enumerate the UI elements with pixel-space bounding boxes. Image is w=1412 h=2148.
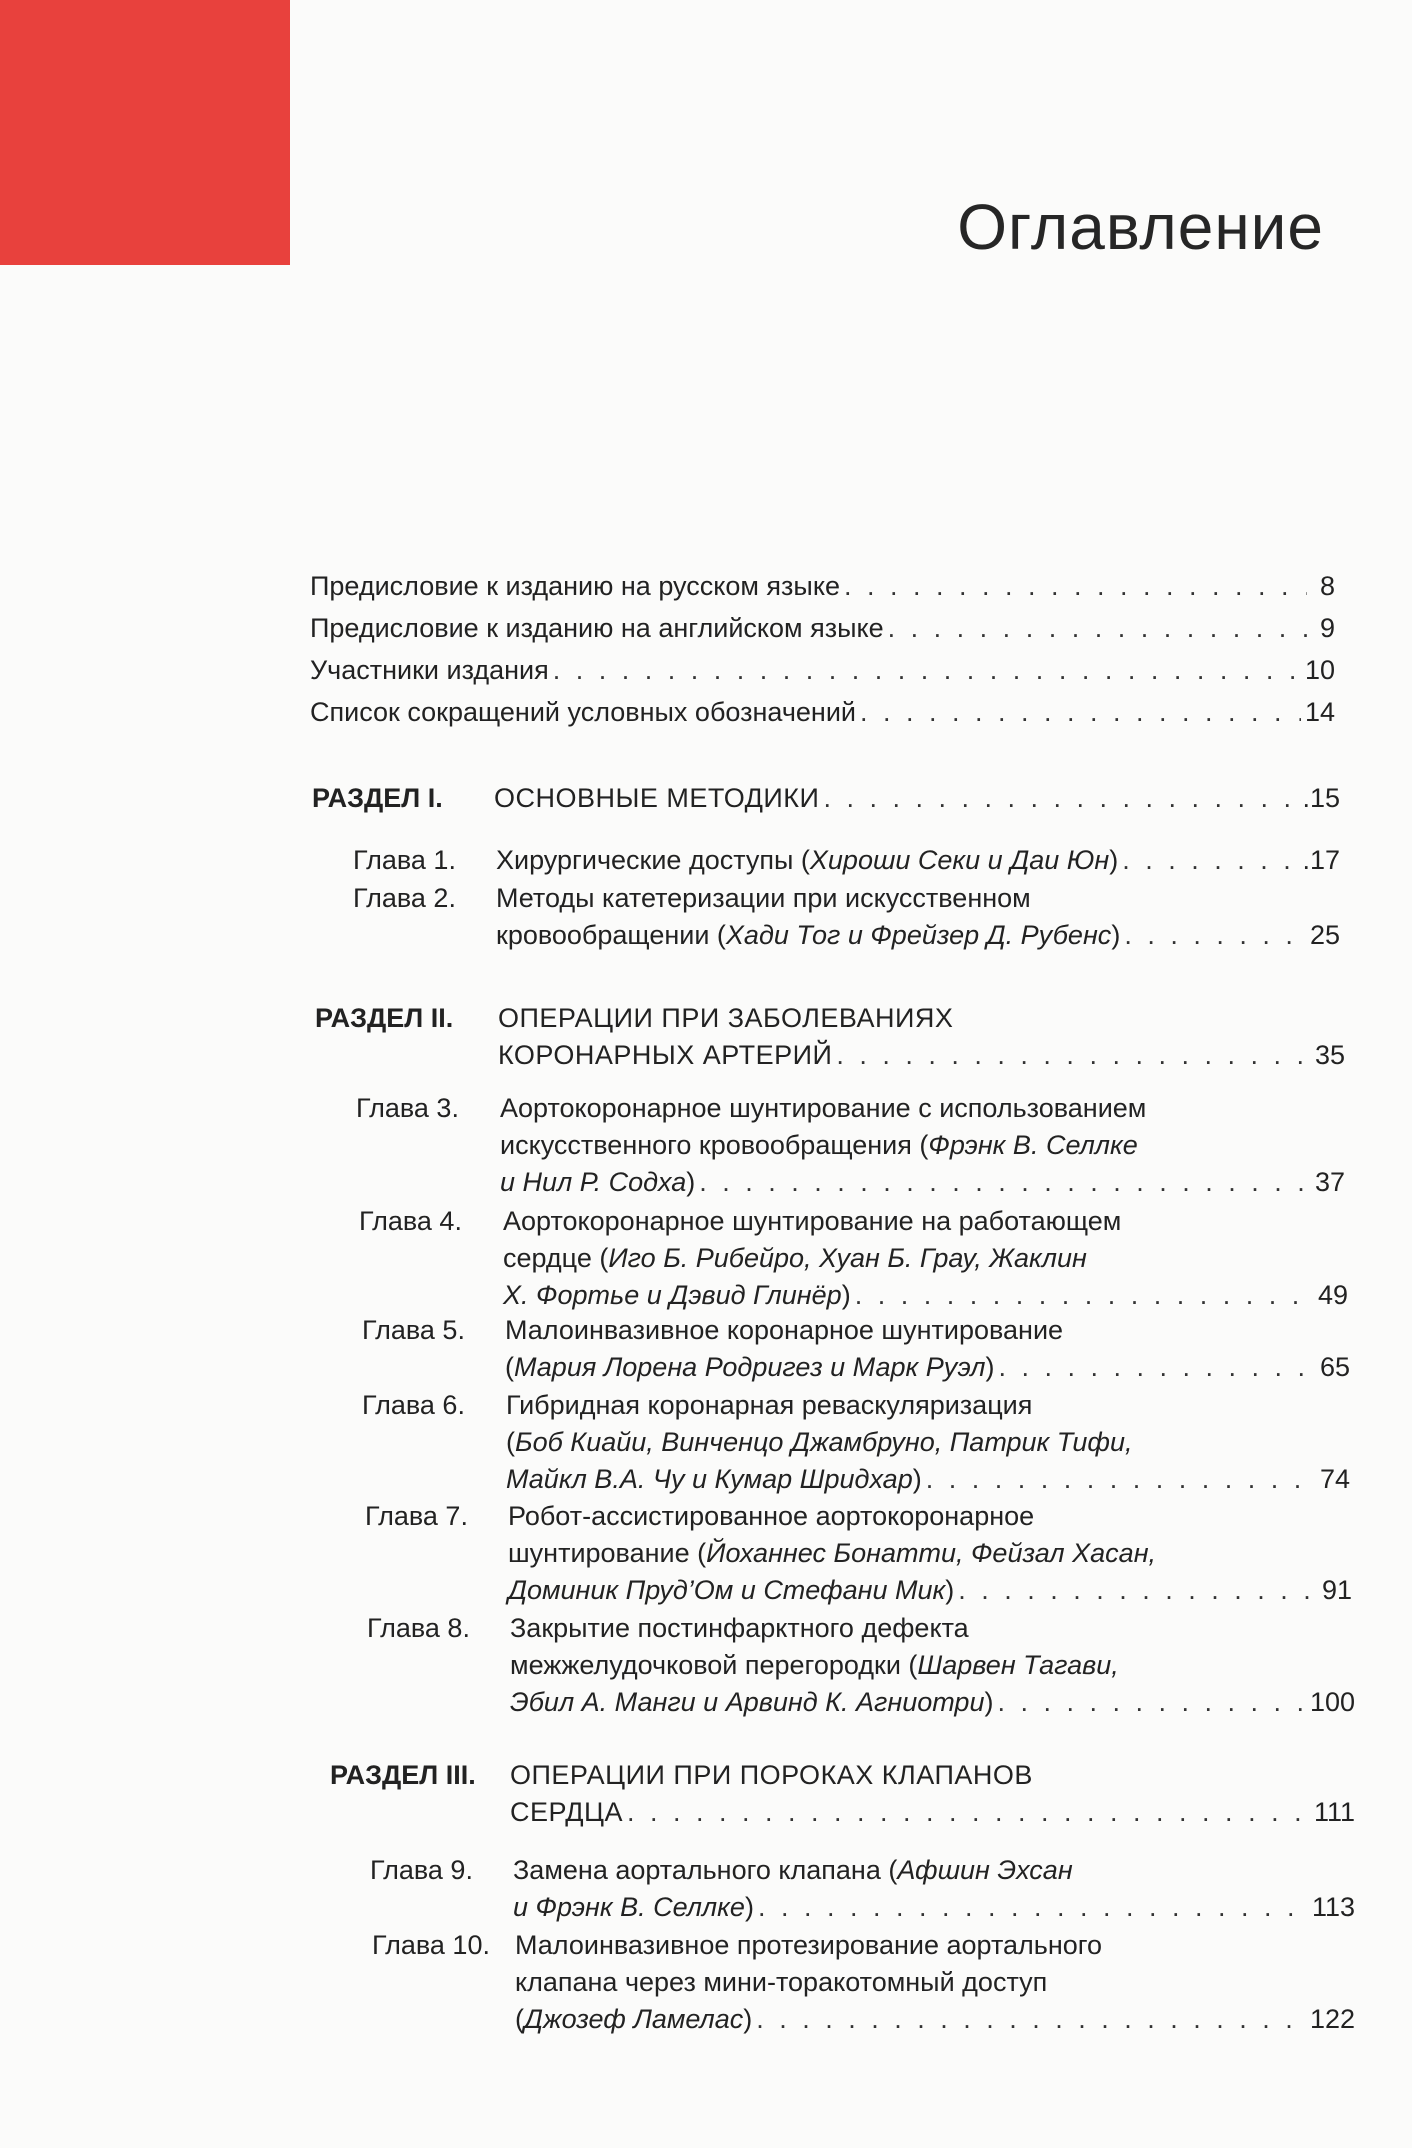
toc-front-entry bbox=[310, 694, 1335, 730]
page-number: 65 bbox=[1319, 1352, 1350, 1382]
toc-chapter-line bbox=[505, 1312, 1063, 1348]
toc-chapter-line bbox=[506, 1424, 1132, 1460]
entry-text bbox=[513, 1855, 1073, 1885]
entry-title-part: ( bbox=[505, 1352, 514, 1382]
toc-chapter-line bbox=[513, 1852, 1073, 1888]
toc-chapter-label: Глава 2. bbox=[353, 883, 456, 913]
toc-chapter-line bbox=[513, 1889, 1355, 1925]
entry-text bbox=[505, 1349, 994, 1385]
dot-leader bbox=[997, 1684, 1305, 1720]
entry-title-part: Аортокоронарное шунтирование с использованием bbox=[500, 1093, 1147, 1123]
toc-chapter-label: Глава 10. bbox=[372, 1930, 490, 1960]
entry-text bbox=[508, 1538, 1156, 1568]
entry-authors: Хади Тог и Фрейзер Д. Рубенс bbox=[725, 920, 1112, 950]
toc-chapter-line bbox=[500, 1164, 1345, 1200]
entry-authors: и Фрэнк В. Селлке bbox=[513, 1892, 745, 1922]
toc-chapter-line bbox=[503, 1277, 1348, 1313]
toc-chapter-line bbox=[508, 1498, 1034, 1534]
toc-chapter-line bbox=[508, 1572, 1352, 1608]
entry-text: ОПЕРАЦИИ ПРИ ЗАБОЛЕВАНИЯХ bbox=[498, 1003, 954, 1033]
entry-authors: и Нил Р. Содха bbox=[500, 1167, 687, 1197]
entry-title-part: межжелудочковой перегородки ( bbox=[510, 1650, 918, 1680]
dot-leader bbox=[627, 1794, 1310, 1830]
page-number: 10 bbox=[1304, 655, 1335, 685]
toc-chapter-line bbox=[510, 1610, 969, 1646]
entry-authors: Х. Фортье и Дэвид Глинёр bbox=[503, 1280, 842, 1310]
entry-authors: Хироши Секи и Даи Юн bbox=[809, 845, 1110, 875]
toc-section-line bbox=[498, 1000, 953, 1036]
entry-text: Список сокращений условных обозначений bbox=[310, 697, 856, 727]
entry-title-part: Хирургические доступы ( bbox=[496, 845, 810, 875]
entry-authors: Майкл В.А. Чу и Кумар Шридхар bbox=[506, 1464, 913, 1494]
toc-section-label: РАЗДЕЛ II. bbox=[315, 1003, 454, 1033]
entry-text bbox=[503, 1206, 1121, 1236]
entry-text bbox=[513, 1889, 754, 1925]
toc-chapter-label: Глава 1. bbox=[353, 845, 456, 875]
entry-text: Предисловие к изданию на русском языке bbox=[310, 571, 840, 601]
entry-title-part: ) bbox=[744, 1892, 754, 1922]
entry-title-part: ) bbox=[984, 1687, 994, 1717]
entry-title-part: кровообращении ( bbox=[496, 920, 726, 950]
entry-text bbox=[506, 1390, 1032, 1420]
toc-section-label: РАЗДЕЛ I. bbox=[312, 783, 443, 813]
entry-title-part: ) bbox=[945, 1575, 955, 1605]
entry-title-part: ) bbox=[743, 2004, 753, 2034]
toc-chapter-label: Глава 9. bbox=[370, 1855, 473, 1885]
entry-text bbox=[515, 1967, 1047, 1997]
toc-chapter-line bbox=[500, 1090, 1146, 1126]
page-number: 25 bbox=[1309, 920, 1340, 950]
page-number: 49 bbox=[1317, 1280, 1348, 1310]
entry-text bbox=[496, 883, 1031, 913]
page-number: 113 bbox=[1311, 1892, 1355, 1922]
entry-text bbox=[506, 1427, 1132, 1457]
page-number: 8 bbox=[1319, 571, 1335, 601]
entry-text bbox=[515, 2001, 752, 2037]
page-number: 74 bbox=[1319, 1464, 1350, 1494]
dot-leader bbox=[926, 1461, 1316, 1497]
toc-chapter-line bbox=[505, 1349, 1350, 1385]
entry-text: КОРОНАРНЫХ АРТЕРИЙ bbox=[498, 1040, 833, 1070]
entry-authors: Боб Киайи, Винченцо Джамбруно, Патрик Тифи, bbox=[515, 1427, 1133, 1457]
toc-chapter-line bbox=[510, 1647, 1119, 1683]
entry-title-part: ) bbox=[912, 1464, 922, 1494]
page-number: 111 bbox=[1313, 1797, 1355, 1827]
entry-authors: Эбил А. Манги и Арвинд К. Агниотри bbox=[510, 1687, 985, 1717]
toc-chapter-label: Глава 3. bbox=[356, 1093, 459, 1123]
entry-text bbox=[506, 1461, 922, 1497]
page-number: 122 bbox=[1309, 2004, 1355, 2034]
toc-chapter-label: Глава 7. bbox=[365, 1501, 468, 1531]
toc-chapter-line bbox=[496, 917, 1340, 953]
entry-text bbox=[496, 917, 1120, 953]
dot-leader bbox=[756, 2001, 1306, 2037]
entry-title-part: ) bbox=[1109, 845, 1119, 875]
entry-title-part: Малоинвазивное протезирование аортального bbox=[515, 1930, 1103, 1960]
entry-text bbox=[510, 1613, 969, 1643]
entry-text bbox=[500, 1130, 1138, 1160]
entry-text bbox=[500, 1093, 1146, 1123]
entry-authors: Мария Лорена Родригез и Марк Руэл bbox=[514, 1352, 986, 1382]
page-number: 100 bbox=[1309, 1687, 1355, 1717]
toc-section-line bbox=[498, 1037, 1345, 1073]
dot-leader bbox=[958, 1572, 1318, 1608]
page-number: 37 bbox=[1314, 1167, 1345, 1197]
entry-text bbox=[508, 1501, 1034, 1531]
dot-leader bbox=[553, 652, 1301, 688]
entry-authors: Шарвен Тагави, bbox=[917, 1650, 1119, 1680]
toc-chapter-line bbox=[503, 1203, 1121, 1239]
toc-front-entry bbox=[310, 610, 1335, 646]
entry-text bbox=[500, 1164, 695, 1200]
page-number: 14 bbox=[1304, 697, 1335, 727]
entry-text: Предисловие к изданию на английском языке bbox=[310, 613, 884, 643]
entry-authors: Фрэнк В. Селлке bbox=[928, 1130, 1138, 1160]
toc-chapter-line bbox=[503, 1240, 1087, 1276]
page-title: Оглавление bbox=[957, 191, 1324, 263]
toc-chapter-line bbox=[515, 2001, 1355, 2037]
page-number: 91 bbox=[1321, 1575, 1352, 1605]
toc-chapter-line bbox=[496, 880, 1031, 916]
entry-title-part: ) bbox=[1111, 920, 1121, 950]
entry-text bbox=[503, 1277, 851, 1313]
page-number: 35 bbox=[1314, 1040, 1345, 1070]
entry-text: ОСНОВНЫЕ МЕТОДИКИ bbox=[494, 783, 820, 813]
dot-leader bbox=[699, 1164, 1311, 1200]
dot-leader bbox=[758, 1889, 1308, 1925]
entry-text: ОПЕРАЦИИ ПРИ ПОРОКАХ КЛАПАНОВ bbox=[510, 1760, 1033, 1790]
entry-authors: Афшин Эхсан bbox=[897, 1855, 1073, 1885]
toc-chapter-line bbox=[515, 1927, 1102, 1963]
entry-title-part: искусственного кровообращения ( bbox=[500, 1130, 929, 1160]
entry-title-part: ( bbox=[506, 1427, 515, 1457]
entry-text: Участники издания bbox=[310, 655, 549, 685]
entry-title-part: Методы катетеризации при искусственном bbox=[496, 883, 1031, 913]
dot-leader bbox=[1122, 842, 1298, 878]
toc-chapter-line bbox=[508, 1535, 1156, 1571]
toc-front-entry bbox=[310, 568, 1335, 604]
toc-chapter-line bbox=[506, 1387, 1032, 1423]
entry-text bbox=[505, 1315, 1063, 1345]
toc-section-label: РАЗДЕЛ III. bbox=[330, 1760, 476, 1790]
toc-chapter-line bbox=[515, 1964, 1047, 2000]
entry-authors: Доминик Пруд’Ом и Стефани Мик bbox=[508, 1575, 946, 1605]
entry-title-part: ( bbox=[515, 2004, 524, 2034]
entry-text bbox=[496, 842, 1118, 878]
entry-title-part: шунтирование ( bbox=[508, 1538, 707, 1568]
toc-section-line bbox=[510, 1757, 1033, 1793]
entry-text bbox=[508, 1572, 954, 1608]
dot-leader bbox=[844, 568, 1307, 604]
page-number: .17 bbox=[1302, 845, 1340, 875]
dot-leader bbox=[823, 780, 1298, 816]
entry-authors: Джозеф Ламелас bbox=[524, 2004, 744, 2034]
entry-text bbox=[510, 1650, 1119, 1680]
entry-title-part: Гибридная коронарная реваскуляризация bbox=[506, 1390, 1033, 1420]
toc-chapter-label: Глава 8. bbox=[367, 1613, 470, 1643]
entry-title-part: Робот-ассистированное аортокоронарное bbox=[508, 1501, 1035, 1531]
entry-title-part: ) bbox=[985, 1352, 995, 1382]
entry-text bbox=[503, 1243, 1087, 1273]
entry-authors: Йоханнес Бонатти, Фейзал Хасан, bbox=[706, 1538, 1157, 1568]
entry-title-part: Закрытие постинфарктного дефекта bbox=[510, 1613, 969, 1643]
toc-chapter-label: Глава 4. bbox=[359, 1206, 462, 1236]
toc-chapter-line bbox=[496, 842, 1340, 878]
entry-text: СЕРДЦА bbox=[510, 1797, 623, 1827]
dot-leader bbox=[1124, 917, 1306, 953]
dot-leader bbox=[836, 1037, 1311, 1073]
entry-title-part: клапана через мини-торакотомный доступ bbox=[515, 1967, 1048, 1997]
toc-chapter-line bbox=[500, 1127, 1138, 1163]
entry-title-part: Замена аортального клапана ( bbox=[513, 1855, 898, 1885]
dot-leader bbox=[888, 610, 1307, 646]
entry-title-part: ) bbox=[686, 1167, 696, 1197]
entry-title-part: сердце ( bbox=[503, 1243, 609, 1273]
toc-chapter-line bbox=[506, 1461, 1350, 1497]
entry-authors: Иго Б. Рибейро, Хуан Б. Грау, Жаклин bbox=[608, 1243, 1087, 1273]
toc-section-line bbox=[510, 1794, 1355, 1830]
toc-chapter-label: Глава 6. bbox=[362, 1390, 465, 1420]
entry-title-part: Малоинвазивное коронарное шунтирование bbox=[505, 1315, 1064, 1345]
entry-title-part: Аортокоронарное шунтирование на работающем bbox=[503, 1206, 1122, 1236]
page-number: .15 bbox=[1302, 783, 1340, 813]
entry-text bbox=[515, 1930, 1102, 1960]
toc-chapter-label: Глава 5. bbox=[362, 1315, 465, 1345]
toc-chapter-line bbox=[510, 1684, 1355, 1720]
entry-title-part: ) bbox=[841, 1280, 851, 1310]
dot-leader bbox=[860, 694, 1301, 730]
dot-leader bbox=[998, 1349, 1315, 1385]
toc-section-line bbox=[494, 780, 1340, 816]
dot-leader bbox=[855, 1277, 1314, 1313]
toc-front-entry bbox=[310, 652, 1335, 688]
entry-text bbox=[510, 1684, 993, 1720]
page-number: 9 bbox=[1319, 613, 1335, 643]
